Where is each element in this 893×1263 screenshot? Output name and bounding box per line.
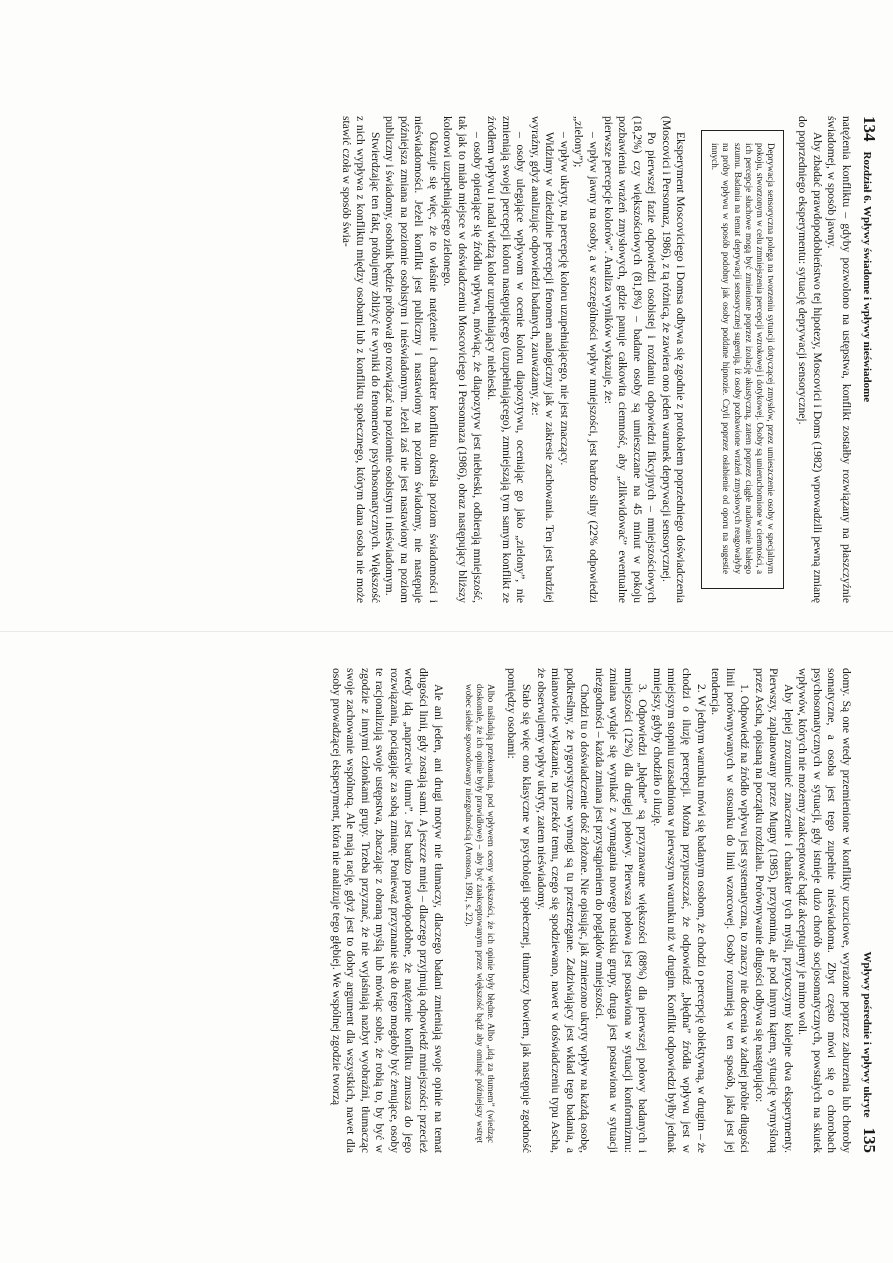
list-item: 3. Odpowiedzi „błędne” są przyznawane większości (88%) dla pierwszej połowy badanych i mniejszości (12%) dla drugiej połowy. Pierwsza połowa jest postawiona w sytuacji konformizmu: zmiana wydaje się wynikać z wymagania nowego nacisku grupy, druga jest postawiona w sytuacji niezgodności – każda zmiana jest przystąpieniem do poglądów mniejszości. — [592, 668, 649, 1153]
running-head: Wpływy pośrednie i wpływy ukryte — [861, 951, 873, 1118]
right-page-header — [859, 668, 879, 1153]
list-item: – wpływ ukryty, na percepcję koloru uzupełniającego, nie jest znaczący. — [557, 132, 570, 466]
body-paragraph: Eksperyment Moscoviciego i Domsa odbywa się zgodnie z protokołem poprzedniego doświadczenia (Moscovici i Personnaz, 1986), z tą różnicą, że zawiera ono jeden warunek deprywacji sensorycznej. — [659, 116, 687, 603]
boxed-note-text: Deprywacja sensoryczna polega na tworzeniu sytuacji dotyczącej zmysłów, przez umieszczenie osoby w specjalnym pokoju, stworzonym w celu zmniejszenia percepcji wzrokowej i dotykowej. Osoby są unieruchomione w ciemności, a ich percepcje słuchowe mogą być zmienione poprzez izolację akustyczną, zatem poprzez ciągłe nadawanie białego szumu. Badania na temat deprywacji sensorycznej sugerują, iż osoby pozbawione wrażeń zmysłowych reagowałyby na próby wpływu w sposób podobny jak osoby poddane hipnozie. Czyli poprzez osłabienie od oporu na sugestie innych. — [710, 143, 776, 574]
list-item: 2. W jednym warunku mówi się badanym osobom, że chodzi o percepcję obiektywną, w drugim – że chodzi o iluzję percepcji. Można przypuszczać, że odpowiedź „błędna” źródła wpływu jest w mniejszym stopniu uzasadniona w pierwszym warunku niż w drugim. Konflikt odpowiedzi byłby jednak mniejszy, gdyby chodziło o iluzję. — [650, 668, 707, 1153]
body-paragraph: Widzimy w dziedzinie percepcji fenomen analogiczny jak w zakresie zachowania. Ten jest bardziej wyraźny, gdyż analizując odpowiedzi badanych, zauważamy, że: — [528, 116, 556, 603]
boxed-note — [701, 130, 784, 589]
body-paragraph: domy. Są one wtedy przemienione w konflikty uczuciowe, wyrażone poprzez zaburzenia lub choroby somatyczne, a osoba jest tego zupełnie nieświadoma. Zbyt często mówi się o chorobach psychosomatycznych w sytuacji, gdy istnieje dużo chorób socjosomatycznych, powstałych na skutek wpływów, których nie możemy zaakceptować bądź akceptujemy je mimo woli. — [796, 668, 852, 1153]
left-page — [0, 0, 893, 631]
left-page-header — [859, 116, 879, 603]
page-number: 135 — [860, 1127, 879, 1153]
body-paragraph: Chodzi tu o doświadczenie dość złożone. Nie opisując, jak zmierzono ukryty wpływ na każdą osobę, podkreślmy, że rygorystyczne wymogi są tu przestrzegane. Zadziwiający jest wkład tego badania, a mianowicie wykazanie, na przekór temu, czego się spodziewano, nawet w doświadczeniu typu Ascha, że obserwujemy wpływ ukryty, zatem nieświadomy. — [534, 668, 591, 1153]
body-paragraph: Okazuje się więc, że to właśnie natężenie i charakter konfliktu określa poziom świadomości i nieświadomości. Jeżeli konflikt jest publiczny i nastawiony na poziom świadomy, nie następuje późniejsza zmiana na poziomie osobistym i nieświadomym. Jeżeli zaś nie jest nastawiony na poziom publiczny i świadomy, osobnik będzie próbował go rozwiązać na poziomie osobistym i nieświadomym. — [383, 116, 439, 603]
list-item: 1. Odpowiedź na źródło wpływu jest systematyczna, to znaczy nie docenia w żadnej próbie długości linii porównywanych w stosunku do linii wzorcowej. Osoby rozumieją w ten sposób, jaka jest jej tendencja. — [709, 668, 751, 1153]
body-paragraph: Stwierdzając ten fakt, próbujemy zbliżyć te wyniki do fenomenów psychosomatycznych. Większość z nich wypływa z konfliktu między osobami lub z konfliktu społecznego, którym dana osoba nie może stawić czoła w sposób świa- — [339, 116, 381, 603]
right-page — [0, 632, 893, 1263]
quotation-note-text: Albo naśladują przekonania, pod wpływem oceny większości, że ich opinie były błędne. Albo „idą za tłumem” (wiedząc doskonale, że ich opinie były prawidłowe) – aby być zaakceptowanym przez większość bądź aby ominąć późniejszy wstręt wobec siebie spowodowany niezgodnością (Aronson, 1991, s. 22). — [463, 684, 496, 1143]
running-head: Rozdział 6. Wpływy świadome i wpływy nieświadome — [861, 151, 873, 403]
spacer — [445, 668, 455, 1153]
quotation-note — [463, 684, 496, 1143]
body-paragraph: Po pierwszej fazie odpowiedzi osobistej i rozdaniu odpowiedzi fikcyjnych – mniejszościowych (18,2%) czy większościowych (81,8%) – badane osoby są umieszczane na 45 minut w pokoju pozbawienia wrażeń zmysłowych, gdzie panuje całkowita ciemność, aby „zlikwidować” ewentualne pierwsze percepcje kolorów”. Analiza wyników wykazuje, że: — [601, 116, 658, 603]
page-number: 134 — [860, 116, 879, 142]
body-paragraph: Stało się więc ono klasyczne w psychologii społecznej, tłumaczy bowiem, jak następuje zgodność pomiędzy osobami: — [505, 668, 532, 1153]
body-paragraph: natężenia konfliktu – gdyby pozwolono na ustępstwa, konflikt zostałby rozwiązany na płaszczyźnie świadomej, w sposób jawny. — [825, 116, 852, 603]
body-paragraph: Aby zbadać prawdopodobieństwo tej hipotezy, Moscovici i Doms (1982) wprowadzili pewną zmianę do poprzedniego eksperymentu: sytuację deprywacji sensorycznej. — [796, 116, 823, 603]
list-item: – osoby ulegające wpływom w ocenie koloru diapozytywu, oceniając go jako „zielony”, nie zmieniają swojej percepcji koloru następującego (uzupełniającego), zmniejszają tym samym konflikt ze źródłem wpływu i nadal widzą kolor uzupełniający niebieski. — [485, 116, 527, 603]
body-paragraph: Aby lepiej zrozumieć znaczenie i charakter tych myśli, przytoczymy kolejne dwa eksperymenty. Pierwszy, zaplanowany przez Mugny (1985), przypomina, ale pod innym kątem, sytuację wymyśloną przez Ascha, opisaną na początku rozdziału. Porównywanie długości odbywa się następująco: — [752, 668, 794, 1153]
body-paragraph: Ale ani jeden, ani drugi motyw nie tłumaczy, dlaczego badani zmieniają swoje opinie na temat długości linii, gdy zostają sami. A jeszcze mniej – dlaczego przyjmują odpowiedź mniejszości: przecież wtedy idą „naprzeciw tłumu”. Jest bardzo prawdopodobne, że natężenie konfliktu zmusza do jego rozwiązania, pociągając za sobą zmianę. Ponieważ przyznanie się do tego mogłoby być żenujące, osoby te racjonalizują swoje ustępstwa, zbaczając z obraną myślą lub mówiąc sobie, że robią to, by być w zgodzie z innymi członkami grupy. Trzeba przyznać, że nie wyjaśniają nazbyt wyobraźni, tłumacząc swoje zachowanie wspólnotą. Ale mają rację, gdyż jest to dobry argument dla wszystkich, nawet dla osoby prowadzącej eksperyment, która nie analizuje tego głębiej. We wspólnej zgodzie tworzą — [329, 668, 444, 1153]
list-item: – wpływ jawny na osoby, a w szczególności wpływ mniejszości, jest bardzo silny (22% odpowiedzi „zielony”); — [572, 116, 599, 603]
list-item: – osoby opierające się źródłu wpływu, mówiąc, że diapozytyw jest niebieski, odbierają mniejszość, tak jak to miało miejsce w doświadczeniu Moscoviciego i Personnaza (1986), obraz następujący bliższy kolorowi uzupełniającego zielonego. — [441, 116, 483, 603]
